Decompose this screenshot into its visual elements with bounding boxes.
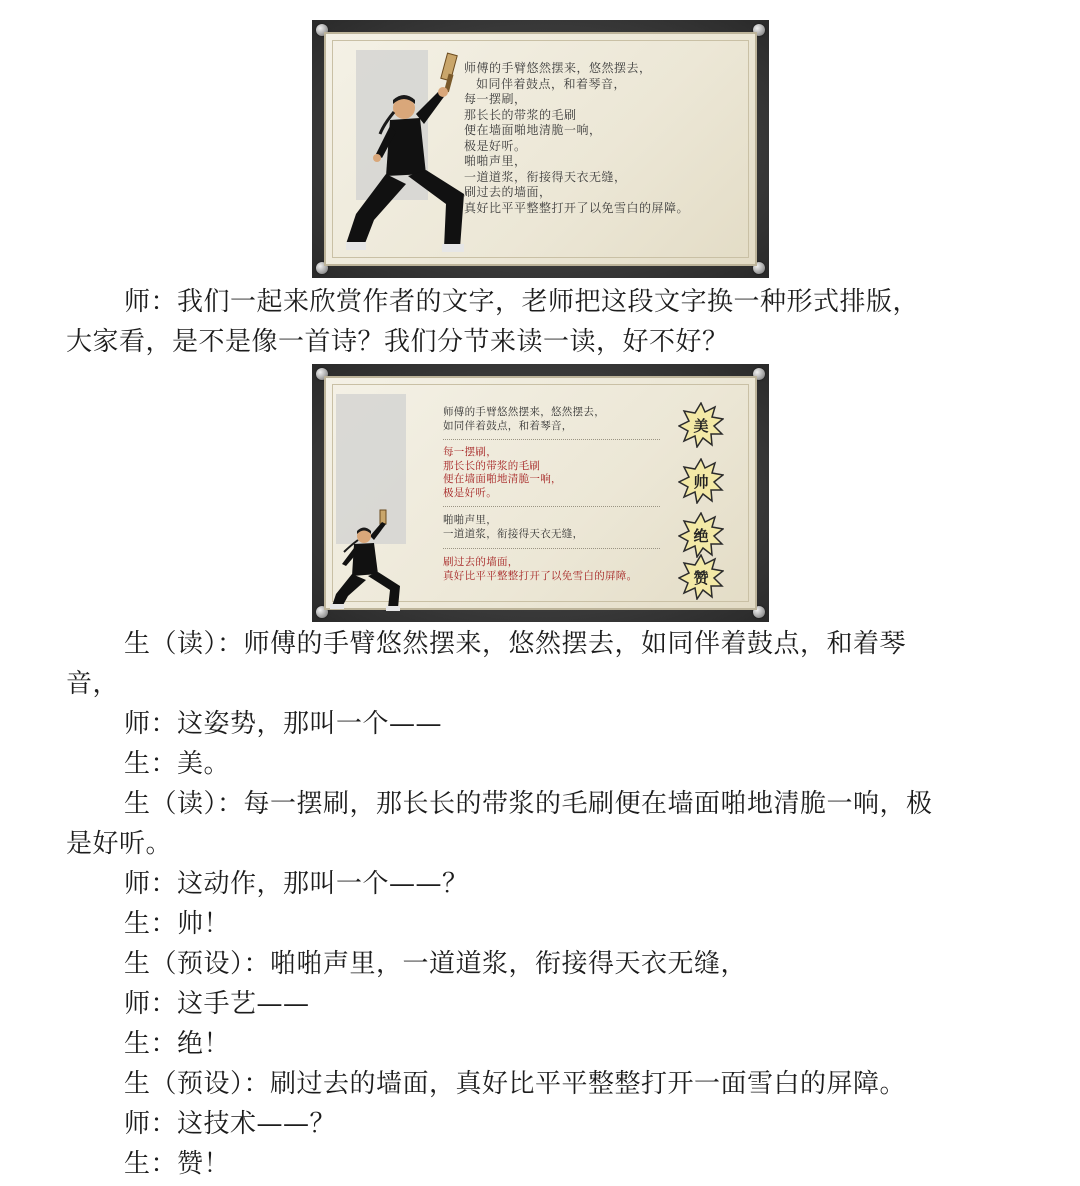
poem-line: 每一摆刷， <box>464 92 527 106</box>
dialogue-line: 生（预设）：刷过去的墙面，真好比平平整整打开一面雪白的屏障。 <box>124 1069 907 1099</box>
poem-line: 一道道浆，衔接得天衣无缝， <box>464 169 627 184</box>
badge-burst-icon <box>678 554 724 600</box>
dialogue-line: 生（预设）：啪啪声里，一道道浆，衔接得天衣无缝， <box>124 949 748 979</box>
dialogue-block <box>66 624 1016 1184</box>
dialogue-line: 音， <box>66 669 120 699</box>
stanza-line: 极是好听。 <box>443 486 497 499</box>
poem-line: 那长长的带浆的毛刷 <box>464 107 577 122</box>
slide-poem-stanzas <box>312 364 769 622</box>
dialogue-line: 生（读）：师傅的手臂悠然摆来，悠然摆去，如同伴着鼓点，和着琴 <box>124 629 907 659</box>
poem-line: 啪啪声里， <box>464 154 527 168</box>
badge-burst-icon <box>678 512 724 558</box>
stanza-line: 啪啪声里， <box>443 514 497 526</box>
slide-paper <box>324 376 757 610</box>
stanza-line: 如同伴着鼓点，和着琴音， <box>443 419 573 432</box>
dialogue-line: 师：这姿势，那叫一个—— <box>124 709 443 739</box>
badge-label: 帅 <box>693 472 709 491</box>
stanza-2 <box>443 446 656 500</box>
dialogue-line: 生（读）：每一摆刷，那长长的带浆的毛刷便在墙面啪地清脆一响，极 <box>124 789 933 819</box>
slide-paper <box>324 32 757 266</box>
poem-line: 师傅的手臂悠然摆来，悠然摆去， <box>464 61 652 75</box>
stanza-line: 刷过去的墙面， <box>443 556 519 568</box>
teacher-intro-paragraph <box>66 282 1016 362</box>
poem-text-block <box>464 61 689 216</box>
badge-burst-icon <box>678 458 724 504</box>
dialogue-line: 生：美。 <box>124 749 231 779</box>
stanza-divider <box>443 506 660 507</box>
stanza-line: 一道道浆，衔接得天衣无缝， <box>443 527 584 540</box>
dialogue-line: 生：帅！ <box>124 909 231 939</box>
stanza-3 <box>443 514 656 541</box>
dialogue-line: 生：绝！ <box>124 1029 231 1059</box>
badge-label: 美 <box>693 416 709 435</box>
poem-line: 极是好听。 <box>464 138 527 153</box>
poem-line: 刷过去的墙面， <box>464 185 552 199</box>
stanza-4 <box>443 556 656 583</box>
poem-line: 真好比平平整整打开了以免雪白的屏障。 <box>464 200 690 215</box>
stanza-1 <box>443 406 656 433</box>
slide-poem-paragraph <box>312 20 769 278</box>
dialogue-line: 生：赞！ <box>124 1149 231 1179</box>
stanza-line: 那长长的带浆的毛刷 <box>443 459 541 472</box>
poem-line: 如同伴着鼓点，和着琴音， <box>476 76 627 91</box>
stanza-line: 真好比平平整整打开了以免雪白的屏障。 <box>443 569 638 582</box>
stanza-line: 便在墙面啪地清脆一响， <box>443 473 562 485</box>
dialogue-line: 师：这动作，那叫一个——？ <box>124 869 469 899</box>
stanza-divider <box>443 439 660 440</box>
stanza-divider <box>443 548 660 549</box>
dialogue-line: 是好听。 <box>66 829 173 859</box>
badge-label: 绝 <box>693 526 709 545</box>
stanza-line: 师傅的手臂悠然摆来，悠然摆去， <box>443 406 605 418</box>
text-line: 师：我们一起来欣赏作者的文字，老师把这段文字换一种形式排版， <box>124 287 920 317</box>
dialogue-line: 师：这手艺—— <box>124 989 310 1019</box>
badge-burst-icon <box>678 402 724 448</box>
dialogue-line: 师：这技术——？ <box>124 1109 337 1139</box>
poem-line: 便在墙面啪地清脆一响， <box>464 123 602 137</box>
stanza-line: 每一摆刷， <box>443 446 497 458</box>
text-line: 大家看，是不是像一首诗？我们分节来读一读，好不好？ <box>66 327 729 357</box>
badge-label: 赞 <box>693 568 709 587</box>
